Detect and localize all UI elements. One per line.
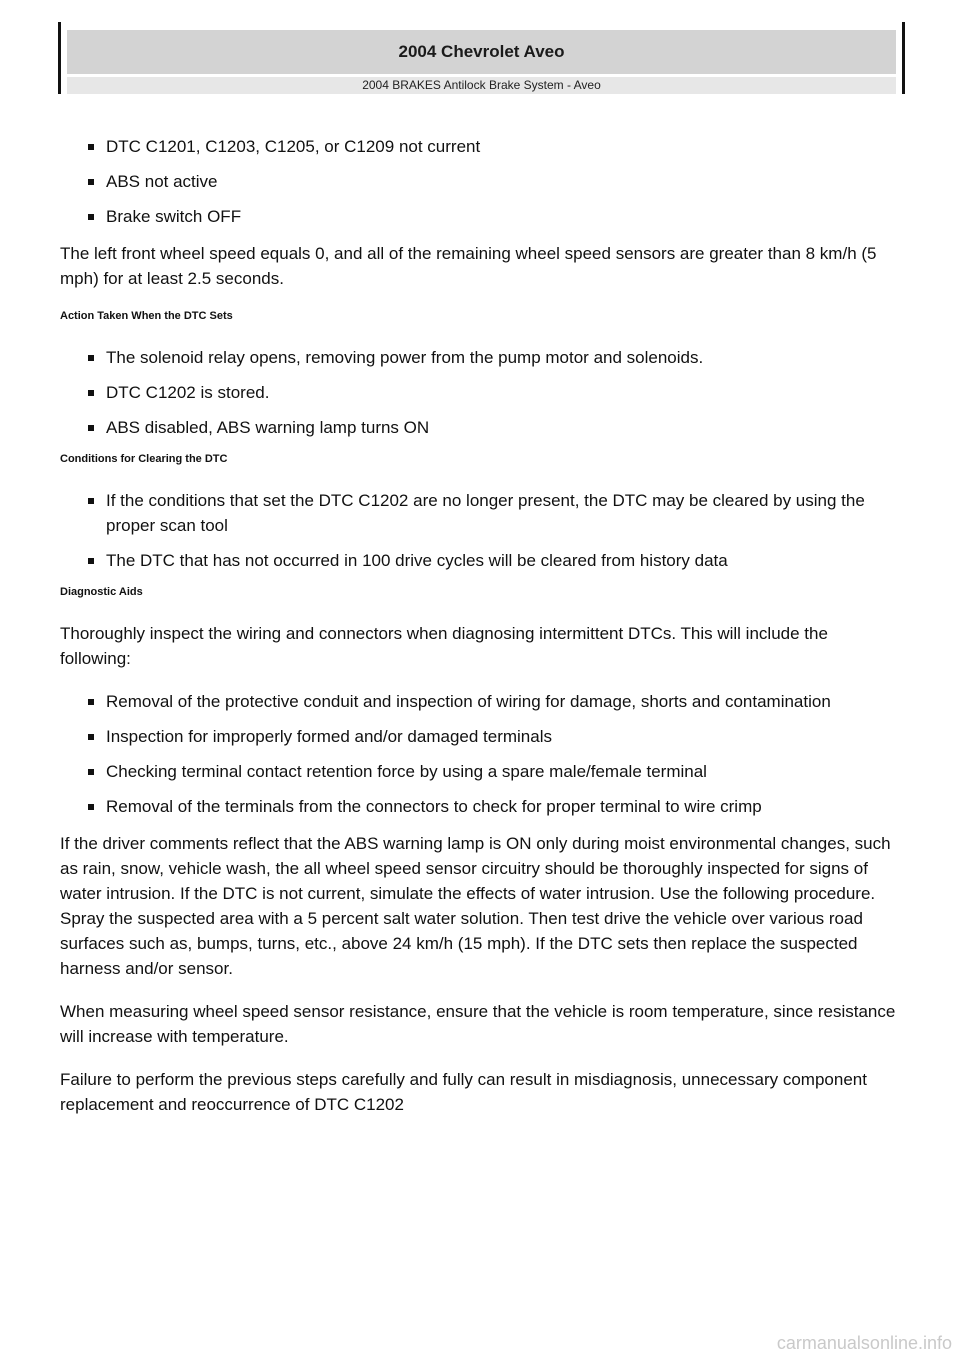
list-item: Brake switch OFF <box>60 204 900 229</box>
misdiagnosis-paragraph: Failure to perform the previous steps carefully and fully can result in misdiagnosis, unnecessary component replacement and reoccurrence of DTC C1202 <box>60 1070 867 1114</box>
section-heading-diagnostic-aids: Diagnostic Aids <box>60 586 143 598</box>
list-item: ABS disabled, ABS warning lamp turns ON <box>60 415 900 440</box>
section-heading-clearing: Conditions for Clearing the DTC <box>60 453 228 465</box>
document-header <box>58 22 905 94</box>
list-item: The DTC that has not occurred in 100 drive cycles will be cleared from history data <box>60 548 900 573</box>
document-title: 2004 Chevrolet Aveo <box>67 30 896 74</box>
list-item: Checking terminal contact retention force by using a spare male/female terminal <box>60 759 900 784</box>
bullet-icon <box>88 214 94 220</box>
list-item: ABS not active <box>60 169 900 194</box>
watermark-text: carmanualsonline.info <box>776 1333 952 1353</box>
bullet-icon <box>88 425 94 431</box>
document-body <box>60 134 900 1135</box>
diagnostic-aids-list <box>60 689 900 819</box>
bullet-icon <box>88 699 94 705</box>
list-item: Removal of the terminals from the connectors to check for proper terminal to wire crimp <box>60 794 900 819</box>
action-list <box>60 345 900 440</box>
bullet-icon <box>88 769 94 775</box>
bullet-icon <box>88 734 94 740</box>
bullet-icon <box>88 179 94 185</box>
bullet-icon <box>88 390 94 396</box>
resistance-paragraph: When measuring wheel speed sensor resistance, ensure that the vehicle is room temperature, since resistance will increase with temperature. <box>60 1002 896 1046</box>
document-subtitle: 2004 BRAKES Antilock Brake System - Aveo <box>67 77 896 94</box>
bullet-icon <box>88 498 94 504</box>
set-conditions-list <box>60 134 900 229</box>
diagnostic-aids-intro: Thoroughly inspect the wiring and connectors when diagnosing intermittent DTCs. This will include the following: <box>60 624 828 668</box>
bullet-icon <box>88 804 94 810</box>
set-condition-paragraph: The left front wheel speed equals 0, and all of the remaining wheel speed sensors are greater than 8 km/h (5 mph) for at least 2.5 seconds. <box>60 244 877 288</box>
bullet-icon <box>88 355 94 361</box>
list-item: DTC C1201, C1203, C1205, or C1209 not current <box>60 134 900 159</box>
bullet-icon <box>88 144 94 150</box>
water-intrusion-paragraph: If the driver comments reflect that the ABS warning lamp is ON only during moist environmental changes, such as rain, snow, vehicle wash, the all wheel speed sensor circuitry should be thoroughly inspected for signs of water intrusion. If the DTC is not current, simulate the effects of water intrusion. Use the following procedure. Spray the suspected area with a 5 percent salt water solution. Then test drive the vehicle over various road surfaces such as, bumps, turns, etc., above 24 km/h (15 mph). If the DTC sets then replace the suspected harness and/or sensor. <box>60 834 891 978</box>
section-heading-action: Action Taken When the DTC Sets <box>60 310 233 322</box>
bullet-icon <box>88 558 94 564</box>
list-item: The solenoid relay opens, removing power from the pump motor and solenoids. <box>60 345 900 370</box>
clearing-list <box>60 488 900 573</box>
list-item: If the conditions that set the DTC C1202 are no longer present, the DTC may be cleared by using the proper scan tool <box>60 488 900 538</box>
list-item: Inspection for improperly formed and/or damaged terminals <box>60 724 900 749</box>
list-item: Removal of the protective conduit and inspection of wiring for damage, shorts and contamination <box>60 689 900 714</box>
list-item: DTC C1202 is stored. <box>60 380 900 405</box>
